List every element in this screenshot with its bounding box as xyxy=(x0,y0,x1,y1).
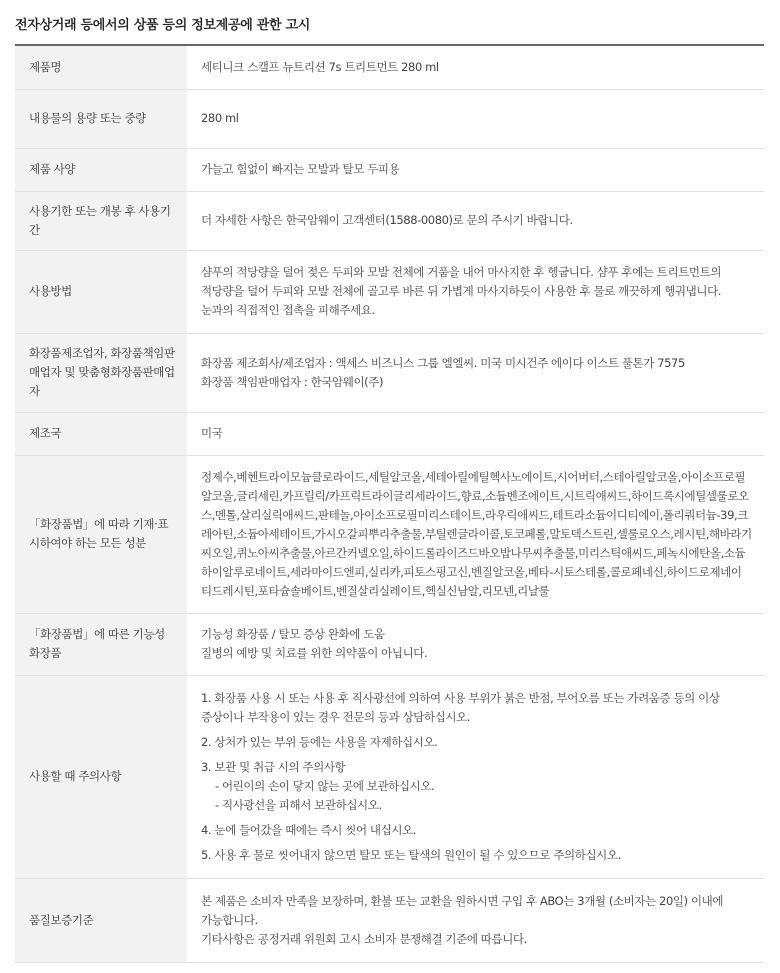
table-row-expiry xyxy=(15,191,764,250)
caution-item-title: 3. 보관 및 취급 시의 주의사항 xyxy=(201,759,346,774)
row-label: 사용할 때 주의사항 xyxy=(15,675,187,878)
row-value: 더 자세한 사항은 한국암웨이 고객센터(1588-0080)로 문의 주시기 바랍니다. xyxy=(187,191,764,250)
product-info-table xyxy=(15,44,764,963)
table-row-ingredients xyxy=(15,455,764,613)
row-label: 화장품제조업자, 화장품책임판매업자 및 맞춤형화장품판매업자 xyxy=(15,333,187,412)
row-value xyxy=(187,878,764,962)
quality-line: 기타사항은 공정거래 위원회 고시 소비자 분쟁해결 기준에 따릅니다. xyxy=(201,931,527,946)
caution-item: 5. 사용 후 물로 씻어내지 않으면 탈모 또는 탈색의 원인이 될 수 있으므로 주의하십시오. xyxy=(201,847,621,862)
row-value: 샴푸의 적당량을 덜어 젖은 두피와 모발 전체에 거품을 내어 마사지한 후 헹굽니다. 샴푸 후에는 트리트먼트의 적당량을 덜어 두피와 모발 전체에 골고루 바른 뒤 가볍게 마사지하듯이 사용한 후 물로 깨끗하게 헹궈냅니다. 눈과의 직접적인 접촉을 피해주세요. xyxy=(187,250,764,333)
table-row-usage xyxy=(15,250,764,333)
disclaimer-line: 질병의 예방 및 치료를 위한 의약품이 아닙니다. xyxy=(201,646,428,660)
row-label: 품질보증기준 xyxy=(15,878,187,962)
row-value xyxy=(187,675,764,878)
table-row-spec xyxy=(15,148,764,191)
row-label: 「화장품법」에 따른 기능성 화장품 xyxy=(15,613,187,675)
caution-subitem: - 직사광선을 피해서 보관하십시오. xyxy=(215,797,382,812)
row-value xyxy=(187,333,764,412)
row-value: 미국 xyxy=(187,412,764,455)
row-label: 제품 사양 xyxy=(15,148,187,191)
seller-line: 화장품 책임판매업자 : 한국암웨이(주) xyxy=(201,374,384,389)
caution-subitem: - 어린이의 손이 닿지 않는 곳에 보관하십시오. xyxy=(215,778,435,793)
table-row-capacity xyxy=(15,89,764,148)
quality-line: 본 제품은 소비자 만족을 보장하며, 환불 또는 교환을 원하시면 구입 후 ABO는 3개월 (소비자는 20일) 이내에 가능합니다. xyxy=(201,893,724,927)
row-value: 280 ml xyxy=(187,89,764,148)
table-row-product-name xyxy=(15,45,764,89)
row-label: 제조국 xyxy=(15,412,187,455)
table-row-cautions xyxy=(15,675,764,878)
row-label: 제품명 xyxy=(15,45,187,89)
caution-item: 1. 화장품 사용 시 또는 사용 후 직사광선에 의하여 사용 부위가 붉은 반점, 부어오름 또는 가려움증 등의 이상 증상이나 부작용이 있는 경우 전문의 등과 상담하십시오. xyxy=(201,690,720,724)
row-value: 정제수,베헨트라이모늄클로라이드,세틸알코올,세테아릴에틸헥사노에이트,시어버터,스테아릴알코올,아이소프로필알코올,글리세린,카프릴릭/카프릭트라이글리세라이드,향료,소듐벤조에이트,시트릭애씨드,하이드록시에틸셀룰로오스,멘톨,살리실릭애씨드,판테놀,아이소프로필미리스테이트,라우릭애씨드,테트라소듐이디티에이,폴리쿼터늄-39,크레아틴,소듐아세테이트,가시오갈피뿌리추출물,부틸렌글라이콜,토코페롤,말토덱스트린,셀룰로오스,레시틴,해바라기씨오일,퀴노아씨추출물,아르간커넬오일,하이드롤라이즈드바오밥나무씨추출물,미리스틱애씨드,페녹시에탄올,소듐하이알루로네이트,세라마이드엔피,실리카,피토스핑고신,벤질알코올,베타-시토스테롤,콜로페네신,하이드로제네이티드레시틴,포타슘솔베이트,벤질살리실레이트,헥실신남알,리모넨,리날룰 xyxy=(187,455,764,613)
caution-item: 4. 눈에 들어갔을 때에는 즉시 씻어 내십시오. xyxy=(201,822,417,837)
row-value: 가늘고 힘없이 빠지는 모발과 탈모 두피용 xyxy=(187,148,764,191)
caution-item: 2. 상처가 있는 부위 등에는 사용을 자제하십시오. xyxy=(201,734,438,749)
caution-item xyxy=(201,758,752,815)
page-title: 전자상거래 등에서의 상품 등의 정보제공에 관한 고시 xyxy=(15,18,311,33)
manufacturer-line: 화장품 제조회사/제조업자 : 액세스 비즈니스 그룹 엘엘씨. 미국 미시건주 에이다 이스트 풀톤가 7575 xyxy=(201,355,685,370)
row-value xyxy=(187,613,764,675)
table-row-origin xyxy=(15,412,764,455)
row-label: 내용물의 용량 또는 중량 xyxy=(15,89,187,148)
table-row-functional xyxy=(15,613,764,675)
functional-line: 기능성 화장품 / 탈모 증상 완화에 도움 xyxy=(201,627,385,641)
table-row-manufacturer xyxy=(15,333,764,412)
row-label: 사용기한 또는 개봉 후 사용기간 xyxy=(15,191,187,250)
row-value: 세티니크 스캘프 뉴트리션 7s 트리트먼트 280 ml xyxy=(187,45,764,89)
table-row-quality xyxy=(15,878,764,962)
row-label: 「화장품법」에 따라 기재·표시하여야 하는 모든 성분 xyxy=(15,455,187,613)
row-label: 사용방법 xyxy=(15,250,187,333)
